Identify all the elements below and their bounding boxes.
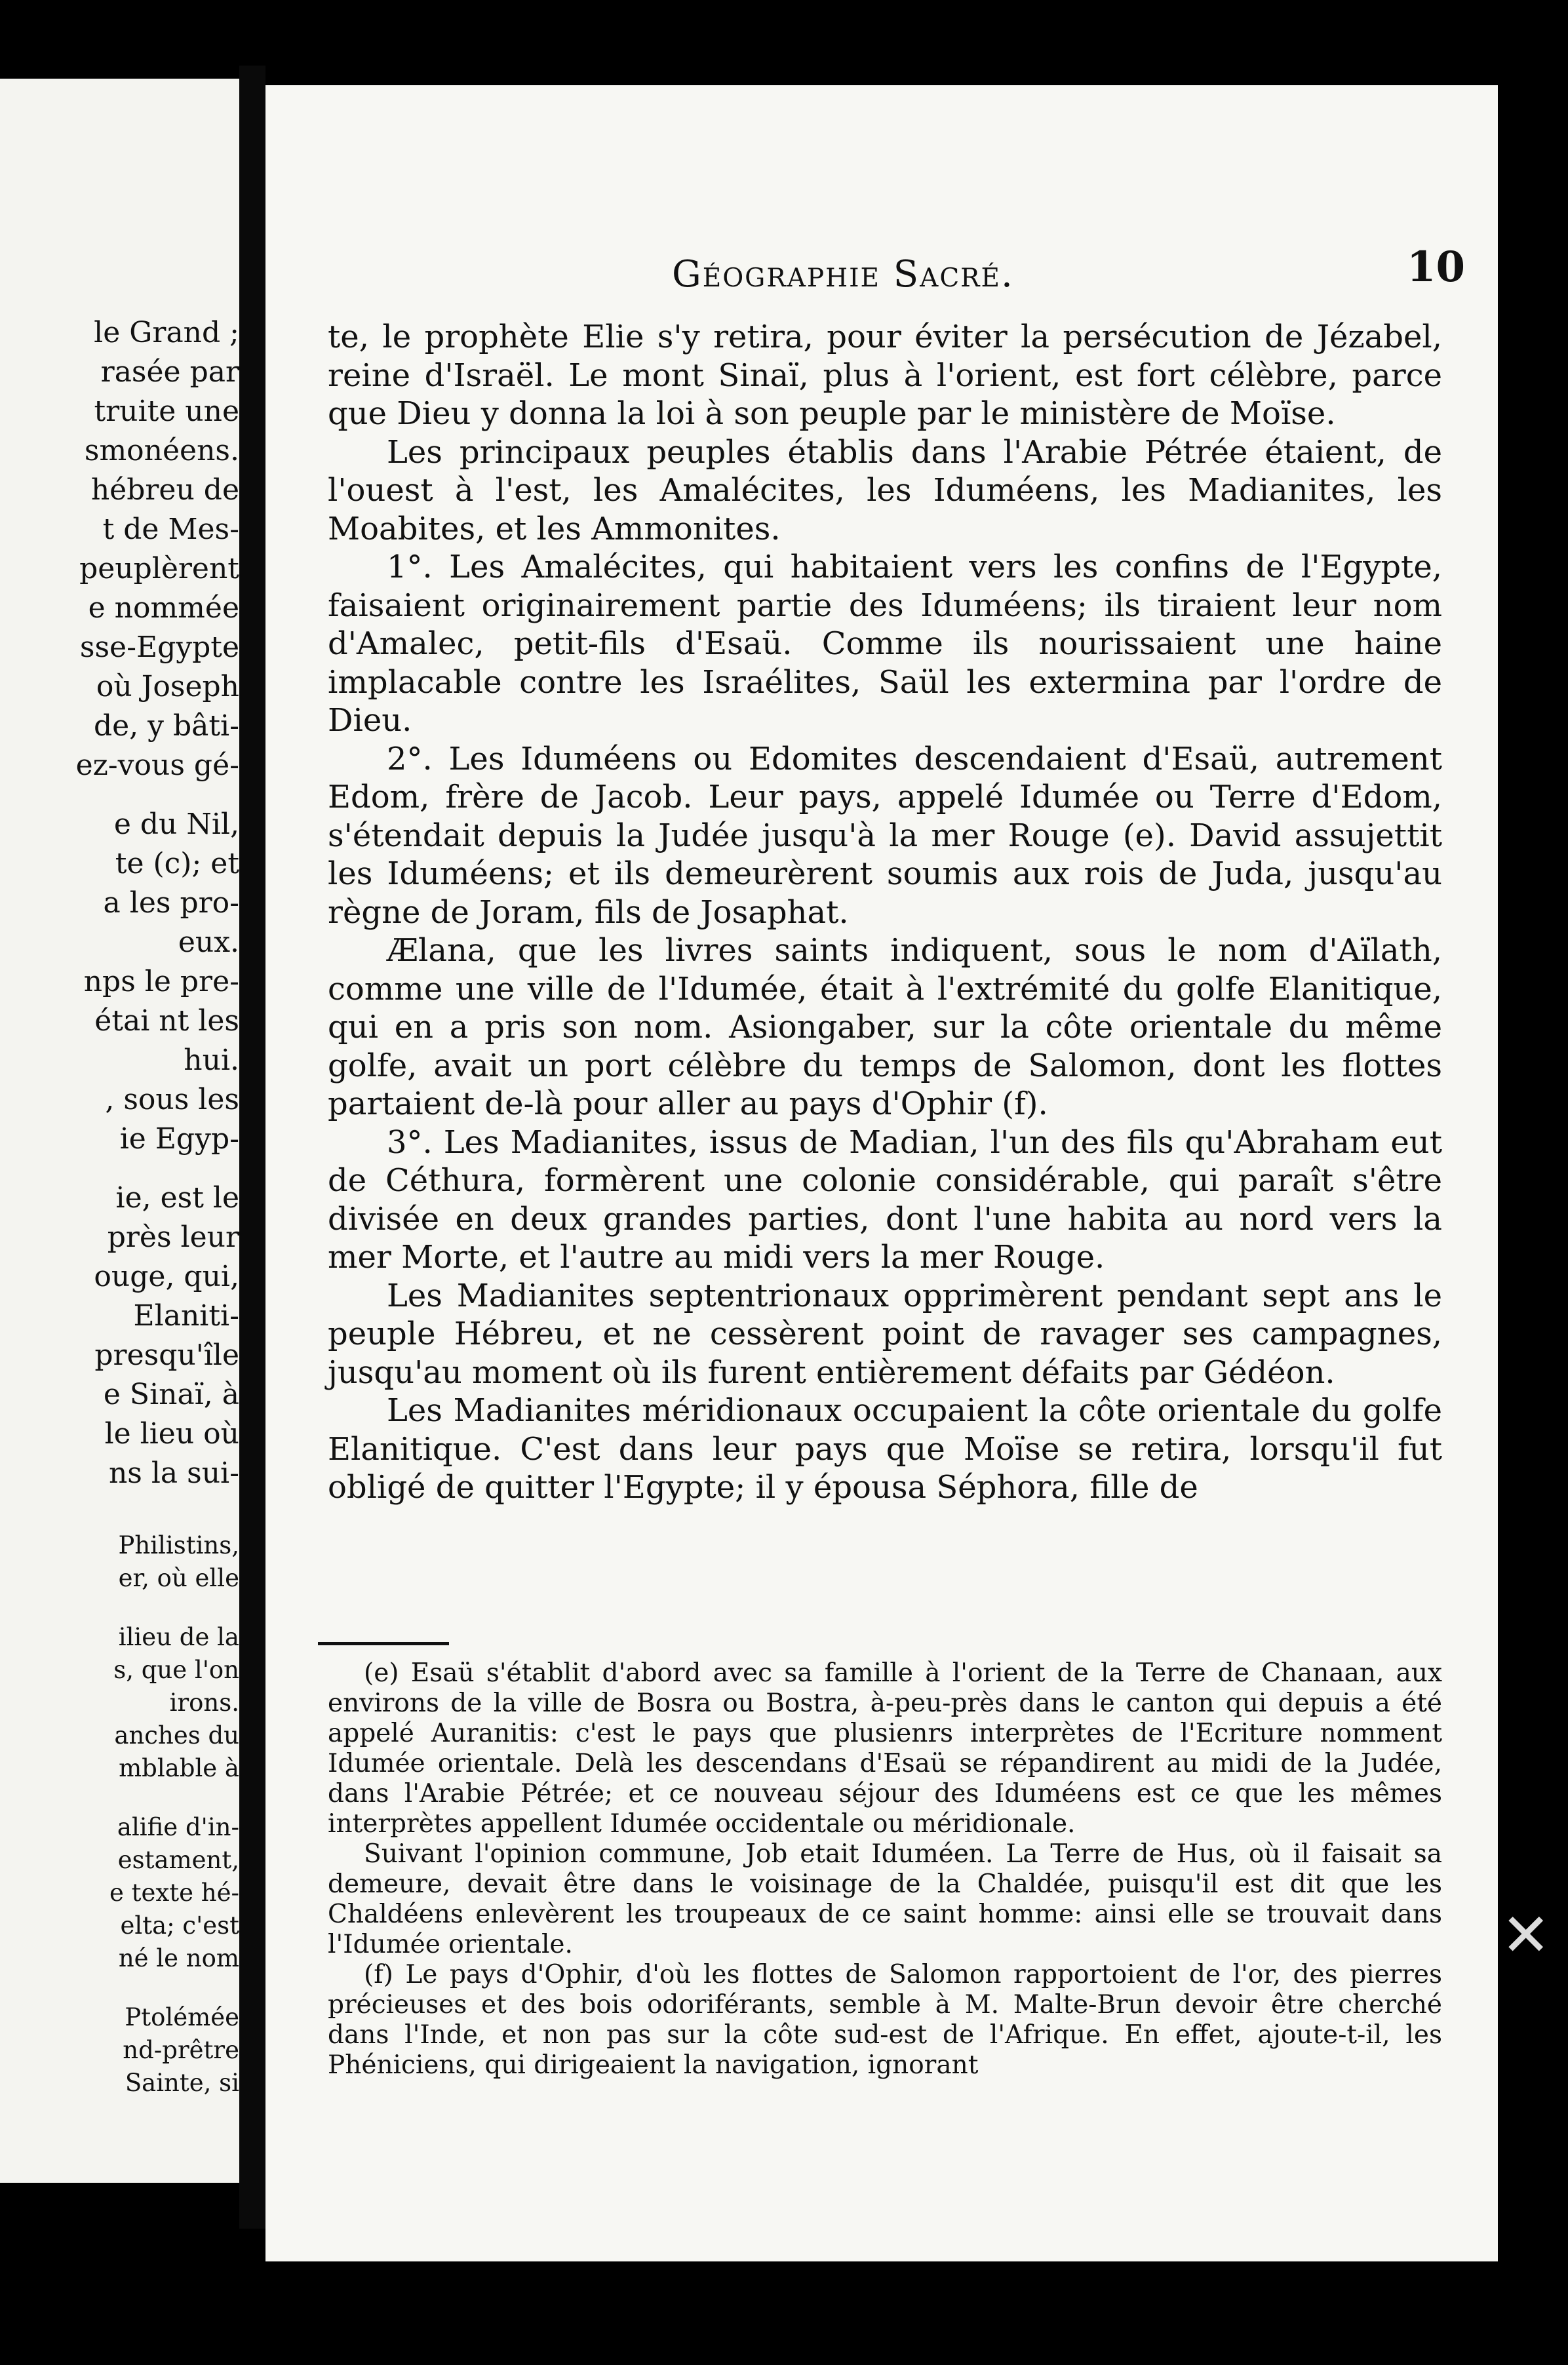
left-line: le lieu où	[104, 1417, 239, 1451]
left-line: irons.	[169, 1689, 239, 1717]
paragraph: te, le prophète Elie s'y retira, pour éviter la persécution de Jézabel, reine d'Israël. Le mont Sinaï, plus à l'orient, est fort célèbre, parce que Dieu y donna la loi à son peuple par le ministère de Moïse.	[328, 319, 1442, 432]
left-line: Elaniti-	[133, 1299, 239, 1333]
left-line: presqu'île	[94, 1339, 239, 1372]
left-line: ie Egyp-	[119, 1122, 239, 1156]
left-page-fragment	[0, 79, 239, 2183]
left-line: Ptolémée	[125, 2003, 239, 2031]
left-line: te (c); et	[115, 847, 239, 880]
paragraph: Les Madianites septentrionaux opprimèrent pendant sept ans le peuple Hébreu, et ne cessèrent point de ravager ses campagnes, jusqu'au moment où ils furent entièrement défaits par Gédéon.	[328, 1277, 1442, 1391]
scan-artifact: ✕	[1501, 1901, 1551, 1970]
paragraph: Ælana, que les livres saints indiquent, sous le nom d'Aïlath, comme une ville de l'Idumée, était à l'extrémité du golfe Elanitique, qui en a pris son nom. Asiongaber, sur la côte orientale du même golfe, avait un port célèbre du temps de Salomon, dont les flottes partaient de-là pour aller au pays d'Ophir (f).	[328, 932, 1442, 1122]
left-line: rasée par	[100, 355, 239, 389]
paragraph: 2°. Les Iduméens ou Edomites descendaient d'Esaü, autrement Edom, frère de Jacob. Leur pays, appelé Idumée ou Terre d'Edom, s'étendait depuis la Judée jusqu'à la mer Rouge (e). David assujettit les Iduméens; et ils demeurèrent soumis aux rois de Juda, jusqu'au règne de Joram, fils de Josaphat.	[328, 740, 1442, 931]
paragraph: 3°. Les Madianites, issus de Madian, l'un des fils qu'Abraham eut de Céthura, formèrent une colonie considérable, qui paraît s'être divisée en deux grandes parties, dont l'une habita au nord vers la mer Morte, et l'autre au midi vers la mer Rouge.	[328, 1124, 1442, 1276]
left-line: ilieu de la	[118, 1623, 239, 1651]
body-text	[328, 318, 1442, 1507]
left-line: anches du	[114, 1721, 239, 1749]
left-line: né le nom	[118, 1944, 239, 1972]
left-line: ns la sui-	[108, 1456, 239, 1490]
page-header	[265, 243, 1498, 302]
left-line: elta; c'est	[120, 1911, 239, 1940]
paragraph: Les principaux peuples établis dans l'Arabie Pétrée étaient, de l'ouest à l'est, les Amalécites, les Iduméens, les Madianites, les Moabites, et les Ammonites.	[328, 433, 1442, 547]
left-line: e du Nil,	[113, 808, 239, 841]
left-line: e texte hé-	[109, 1879, 239, 1907]
left-line: nps le pre-	[83, 965, 239, 998]
left-line: estament,	[117, 1846, 239, 1874]
footnotes	[328, 1658, 1442, 2081]
left-line: smonéens.	[84, 434, 239, 467]
running-title: Géographie Sacré.	[672, 253, 1014, 296]
left-line: sse-Egypte	[79, 631, 239, 664]
left-line: près leur	[107, 1221, 239, 1254]
footnote: Suivant l'opinion commune, Job etait Iduméen. La Terre de Hus, où il faisait sa demeure, devait être dans le voisinage de la Chaldée, puisqu'il est dit que les Chaldéens enlevèrent les troupeaux de ce saint homme: ainsi elle se trouvait dans l'Idumée orientale.	[328, 1839, 1442, 1959]
left-line: e Sinaï, à	[103, 1378, 239, 1411]
left-line: ie, est le	[115, 1181, 239, 1215]
left-line: truite une	[94, 395, 239, 428]
footnote: (e) Esaü s'établit d'abord avec sa famille à l'orient de la Terre de Chanaan, aux environs de la ville de Bosra ou Bostra, à-peu-près dans le canton qui depuis a été appelé Auranitis: c'est le pays que plusienrs interprètes de l'Ecriture nomment Idumée orientale. Delà les descendans d'Esaü se répandirent au midi de la Judée, dans l'Arabie Pétrée; et ce nouveau séjour des Iduméens est ce que les mêmes interprètes appellent Idumée occidentale ou méridionale.	[328, 1658, 1442, 1839]
left-line: peuplèrent	[79, 552, 239, 585]
paragraph: Les Madianites méridionaux occupaient la côte orientale du golfe Elanitique. C'est dans leur pays que Moïse se retira, lorsqu'il fut obligé de quitter l'Egypte; il y épousa Séphora, fille de	[328, 1392, 1442, 1506]
book-gutter	[239, 66, 265, 2229]
left-line: Sainte, si	[125, 2069, 239, 2097]
left-line: hui.	[184, 1044, 239, 1077]
footnote-rule	[318, 1642, 449, 1645]
left-line: er, où elle	[118, 1564, 239, 1592]
left-line: nd-prêtre	[123, 2036, 239, 2064]
book-page	[265, 85, 1498, 2261]
left-line: étai nt les	[94, 1004, 239, 1038]
footnote: (f) Le pays d'Ophir, d'où les flottes de Salomon rapportoient de l'or, des pierres précieuses et des bois odoriférants, semble à M. Malte-Brun devoir être cherché dans l'Inde, et non pas sur la côte sud-est de l'Afrique. En effet, ajoute-t-il, les Phéniciens, qui dirigeaient la navigation, ignorant	[328, 1960, 1442, 2080]
left-line: mblable à	[119, 1754, 239, 1782]
left-line: , sous les	[105, 1083, 239, 1116]
left-line: de, y bâti-	[93, 709, 239, 743]
left-line: eux.	[178, 926, 239, 959]
left-line: t de Mes-	[102, 513, 239, 546]
left-line: ez-vous gé-	[75, 749, 239, 782]
left-line: où Joseph	[96, 670, 239, 703]
page-number: 10	[1406, 243, 1465, 292]
left-line: Philistins,	[118, 1531, 239, 1559]
left-line: ouge, qui,	[94, 1260, 239, 1293]
left-line: a les pro-	[103, 886, 239, 920]
left-line: s, que l'on	[113, 1656, 239, 1684]
left-line: alifie d'in-	[117, 1813, 239, 1841]
left-line: le Grand ;	[94, 316, 239, 349]
paragraph: 1°. Les Amalécites, qui habitaient vers les confins de l'Egypte, faisaient originairement partie des Iduméens; ils tiraient leur nom d'Amalec, petit-fils d'Esaü. Comme ils nourissaient une haine implacable contre les Israélites, Saül les extermina par l'ordre de Dieu.	[328, 549, 1442, 739]
left-line: hébreu de	[90, 473, 239, 507]
left-line: e nommée	[88, 591, 239, 625]
